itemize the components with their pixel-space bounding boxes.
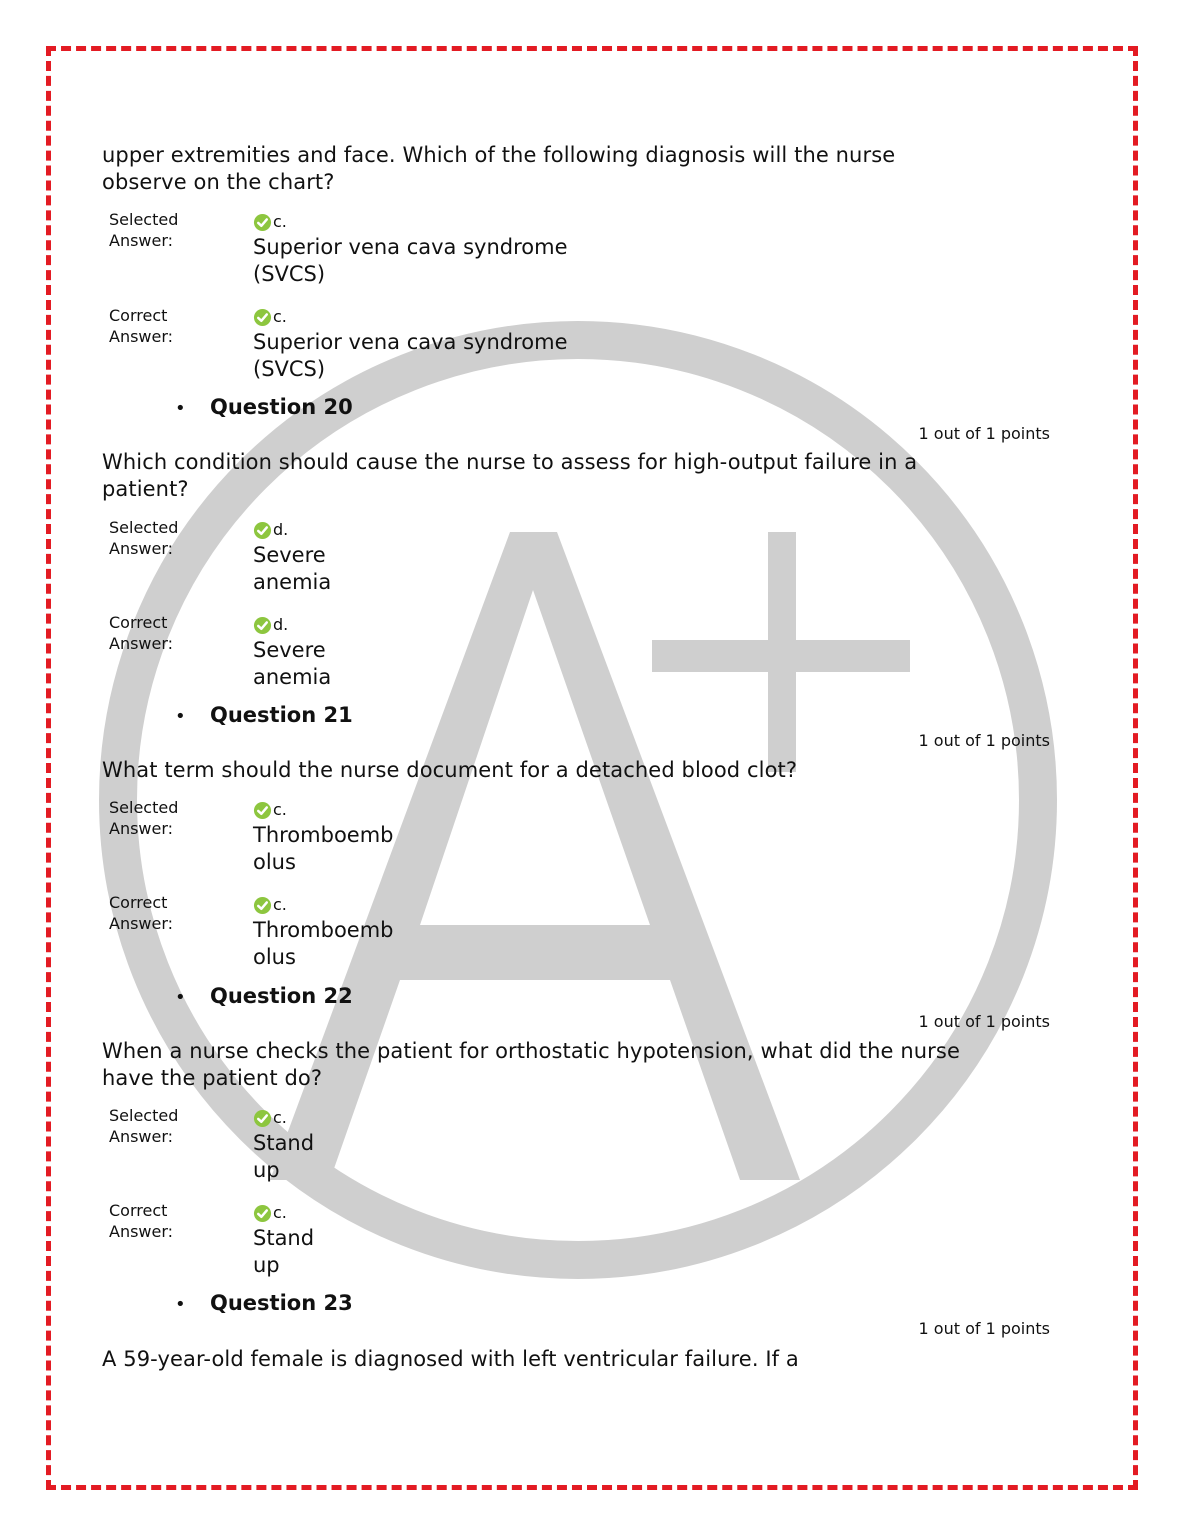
answer-letter: c. — [273, 1108, 287, 1127]
correct-check-icon — [253, 1109, 272, 1128]
correct-answer-label: Correct Answer: — [109, 1201, 174, 1241]
correct-answer-label: Correct Answer: — [109, 306, 174, 346]
answer-text: Thromboembolus — [253, 918, 394, 969]
question-points: 1 out of 1 points — [918, 1012, 1050, 1031]
correct-check-icon — [253, 801, 272, 820]
question-text: upper extremities and face. Which of the following diagnosis will the nurse observe on the chart? — [102, 143, 896, 194]
correct-check-icon — [253, 1204, 272, 1223]
selected-answer — [253, 212, 613, 288]
answer-text: Superior vena cava syndrome (SVCS) — [253, 235, 568, 286]
answer-letter: c. — [273, 1203, 287, 1222]
selected-answer-label: Selected Answer: — [109, 1106, 179, 1146]
question-heading: • Question 23 — [175, 1291, 353, 1315]
question-points: 1 out of 1 points — [918, 1319, 1050, 1338]
correct-check-icon — [253, 896, 272, 915]
question-heading: • Question 22 — [175, 984, 353, 1008]
answer-letter: c. — [273, 800, 287, 819]
selected-answer-label: Selected Answer: — [109, 210, 179, 250]
question-text: When a nurse checks the patient for orthostatic hypotension, what did the nurse have the patient do? — [102, 1039, 960, 1090]
correct-check-icon — [253, 213, 272, 232]
selected-answer-label: Selected Answer: — [109, 798, 179, 838]
question-text: Which condition should cause the nurse to assess for high-output failure in a patient? — [102, 450, 918, 501]
answer-text: Superior vena cava syndrome (SVCS) — [253, 330, 568, 381]
answer-letter: d. — [273, 615, 289, 634]
answer-letter: c. — [273, 307, 287, 326]
selected-answer — [253, 800, 405, 876]
correct-check-icon — [253, 308, 272, 327]
correct-answer — [253, 895, 405, 971]
question-points: 1 out of 1 points — [918, 731, 1050, 750]
answer-letter: d. — [273, 520, 289, 539]
answer-letter: c. — [273, 895, 287, 914]
correct-check-icon — [253, 616, 272, 635]
question-heading: • Question 21 — [175, 703, 353, 727]
answer-text: Thromboembolus — [253, 823, 394, 874]
answer-text: Stand up — [253, 1131, 315, 1182]
answer-text: Stand up — [253, 1226, 315, 1277]
correct-answer — [253, 307, 613, 383]
selected-answer — [253, 1108, 323, 1184]
question-points: 1 out of 1 points — [918, 424, 1050, 443]
correct-answer — [253, 1203, 323, 1279]
question-text: A 59-year-old female is diagnosed with left ventricular failure. If a — [102, 1347, 799, 1371]
correct-answer — [253, 615, 353, 691]
correct-answer-label: Correct Answer: — [109, 613, 174, 653]
answer-text: Severe anemia — [253, 543, 332, 594]
selected-answer — [253, 520, 353, 596]
question-text: What term should the nurse document for a detached blood clot? — [102, 758, 798, 782]
correct-check-icon — [253, 521, 272, 540]
answer-text: Severe anemia — [253, 638, 332, 689]
correct-answer-label: Correct Answer: — [109, 893, 174, 933]
answer-letter: c. — [273, 212, 287, 231]
question-heading: • Question 20 — [175, 395, 353, 419]
selected-answer-label: Selected Answer: — [109, 518, 179, 558]
